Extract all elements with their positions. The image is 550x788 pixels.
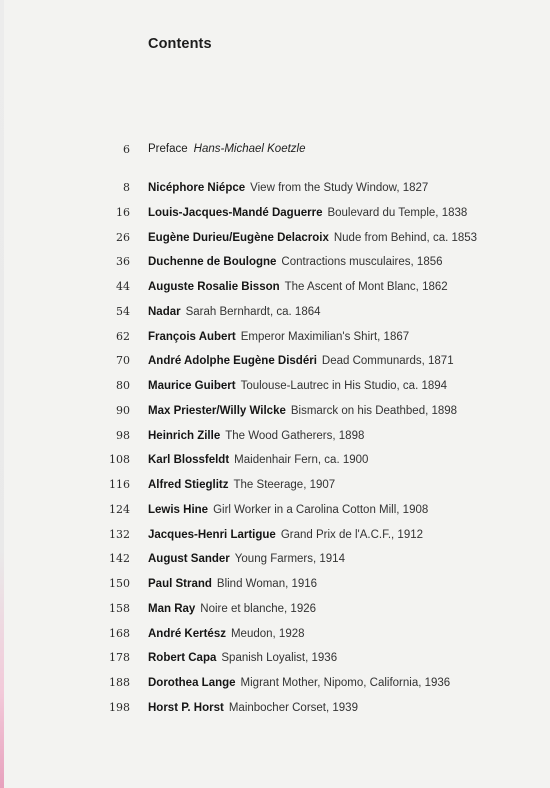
- page-number: 132: [109, 527, 130, 541]
- page-number: 198: [109, 700, 130, 714]
- entry-text: [148, 279, 448, 295]
- list-item: [0, 180, 550, 205]
- list-item: [0, 650, 550, 675]
- entry-text: [148, 650, 337, 666]
- page-number: 188: [109, 676, 130, 689]
- work-title: View from the Study Window, 1827: [250, 182, 429, 194]
- page-number: 80: [116, 379, 130, 392]
- photographer-name: Horst P. Horst: [148, 701, 224, 714]
- page-number: 178: [109, 651, 130, 665]
- work-title: Maidenhair Fern, ca. 1900: [234, 454, 369, 467]
- preface-entry: [148, 143, 306, 155]
- page-number: 124: [109, 502, 130, 516]
- work-title: Migrant Mother, Nipomo, California, 1936: [240, 677, 451, 689]
- entry-text: [148, 477, 335, 493]
- photographer-name: Man Ray: [148, 602, 196, 615]
- preface-row: [0, 143, 550, 161]
- list-item: [0, 675, 550, 700]
- photographer-name: Maurice Guibert: [148, 380, 236, 392]
- work-title: Blind Woman, 1916: [216, 578, 318, 590]
- page-number: 158: [109, 601, 130, 615]
- work-title: Emperor Maximilian's Shirt, 1867: [240, 330, 410, 343]
- list-item: [0, 230, 550, 255]
- entry-text: [148, 254, 443, 270]
- photographer-name: Dorothea Lange: [148, 677, 236, 689]
- photographer-name: Paul Strand: [148, 578, 212, 590]
- preface-label: Preface: [148, 143, 188, 155]
- work-title: Spanish Loyalist, 1936: [221, 652, 338, 665]
- work-title: Girl Worker in a Carolina Cotton Mill, 1908: [213, 503, 429, 516]
- work-title: Bismarck on his Deathbed, 1898: [290, 404, 458, 417]
- list-item: [0, 428, 550, 453]
- page-number: 36: [116, 255, 130, 269]
- photographer-name: André Kertész: [148, 627, 226, 640]
- preface-author: Hans-Michael Koetzle: [193, 143, 306, 155]
- contents-list: [0, 180, 550, 725]
- entry-text: [148, 576, 317, 592]
- list-item: [0, 576, 550, 601]
- entry-text: [148, 700, 358, 716]
- list-item: [0, 279, 550, 304]
- list-item: [0, 205, 550, 230]
- entry-text: [148, 551, 345, 567]
- photographer-name: Jacques-Henri Lartigue: [148, 528, 276, 541]
- work-title: Nude from Behind, ca. 1853: [333, 231, 478, 244]
- photographer-name: Max Priester/Willy Wilcke: [148, 404, 286, 417]
- work-title: Dead Communards, 1871: [321, 355, 454, 368]
- work-title: Young Farmers, 1914: [234, 553, 345, 566]
- page-number: 54: [116, 304, 130, 318]
- work-title: Mainbocher Corset, 1939: [228, 701, 358, 714]
- page-number: 70: [116, 354, 130, 368]
- work-title: Boulevard du Temple, 1838: [327, 206, 468, 219]
- work-title: Toulouse-Lautrec in His Studio, ca. 1894: [240, 380, 448, 392]
- list-item: [0, 700, 550, 725]
- entry-text: [148, 403, 457, 419]
- photographer-name: Duchenne de Boulogne: [148, 256, 277, 269]
- photographer-name: Nadar: [148, 305, 181, 318]
- photographer-name: Lewis Hine: [148, 503, 209, 516]
- photographer-name: Alfred Stieglitz: [148, 479, 229, 491]
- page-number: 16: [116, 205, 130, 219]
- list-item: [0, 551, 550, 576]
- page-number: 26: [116, 230, 130, 244]
- entry-text: [148, 353, 454, 369]
- work-title: Noire et blanche, 1926: [200, 602, 317, 615]
- photographer-name: Eugène Durieu/Eugène Delacroix: [148, 231, 329, 244]
- list-item: [0, 403, 550, 428]
- list-item: [0, 626, 550, 651]
- list-item: [0, 452, 550, 477]
- list-item: [0, 601, 550, 626]
- photographer-name: August Sander: [148, 553, 230, 566]
- entry-text: [148, 601, 316, 617]
- page-number: 108: [109, 453, 130, 467]
- page-number: 142: [109, 552, 130, 566]
- entry-text: [148, 329, 409, 345]
- page-number: 168: [109, 626, 130, 640]
- work-title: Sarah Bernhardt, ca. 1864: [185, 305, 321, 318]
- photographer-name: André Adolphe Eugène Disdéri: [148, 355, 317, 368]
- list-item: [0, 378, 550, 403]
- entry-text: [148, 527, 423, 543]
- entry-text: [148, 502, 428, 518]
- work-title: Meudon, 1928: [230, 627, 305, 640]
- page-number: 90: [116, 403, 130, 417]
- photographer-name: Robert Capa: [148, 652, 217, 665]
- entry-text: [148, 428, 364, 444]
- photographer-name: Heinrich Zille: [148, 429, 221, 442]
- photographer-name: Karl Blossfeldt: [148, 454, 230, 467]
- photographer-name: Nicéphore Niépce: [148, 182, 246, 194]
- page-number: 150: [109, 577, 130, 590]
- entry-text: [148, 378, 447, 394]
- page-number: 8: [123, 181, 130, 194]
- list-item: [0, 477, 550, 502]
- work-title: Contractions musculaires, 1856: [281, 256, 443, 269]
- page-number: 62: [116, 329, 130, 343]
- page-title: Contents: [148, 36, 212, 52]
- entry-text: [148, 205, 467, 221]
- work-title: The Ascent of Mont Blanc, 1862: [284, 281, 448, 293]
- list-item: [0, 353, 550, 378]
- work-title: The Steerage, 1907: [233, 479, 336, 491]
- work-title: The Wood Gatherers, 1898: [225, 429, 365, 442]
- photographer-name: François Aubert: [148, 330, 236, 343]
- list-item: [0, 329, 550, 354]
- photographer-name: Louis-Jacques-Mandé Daguerre: [148, 206, 323, 219]
- entry-text: [148, 230, 477, 246]
- list-item: [0, 304, 550, 329]
- entry-text: [148, 675, 450, 691]
- list-item: [0, 254, 550, 279]
- work-title: Grand Prix de l'A.C.F., 1912: [280, 528, 424, 541]
- list-item: [0, 527, 550, 552]
- page-number: 98: [116, 428, 130, 442]
- page-number: 6: [123, 143, 130, 156]
- entry-text: [148, 626, 305, 642]
- list-item: [0, 502, 550, 527]
- photographer-name: Auguste Rosalie Bisson: [148, 281, 280, 293]
- page-number: 44: [116, 280, 130, 293]
- entry-text: [148, 304, 321, 320]
- entry-text: [148, 452, 368, 468]
- page-number: 116: [109, 478, 130, 491]
- entry-text: [148, 180, 428, 196]
